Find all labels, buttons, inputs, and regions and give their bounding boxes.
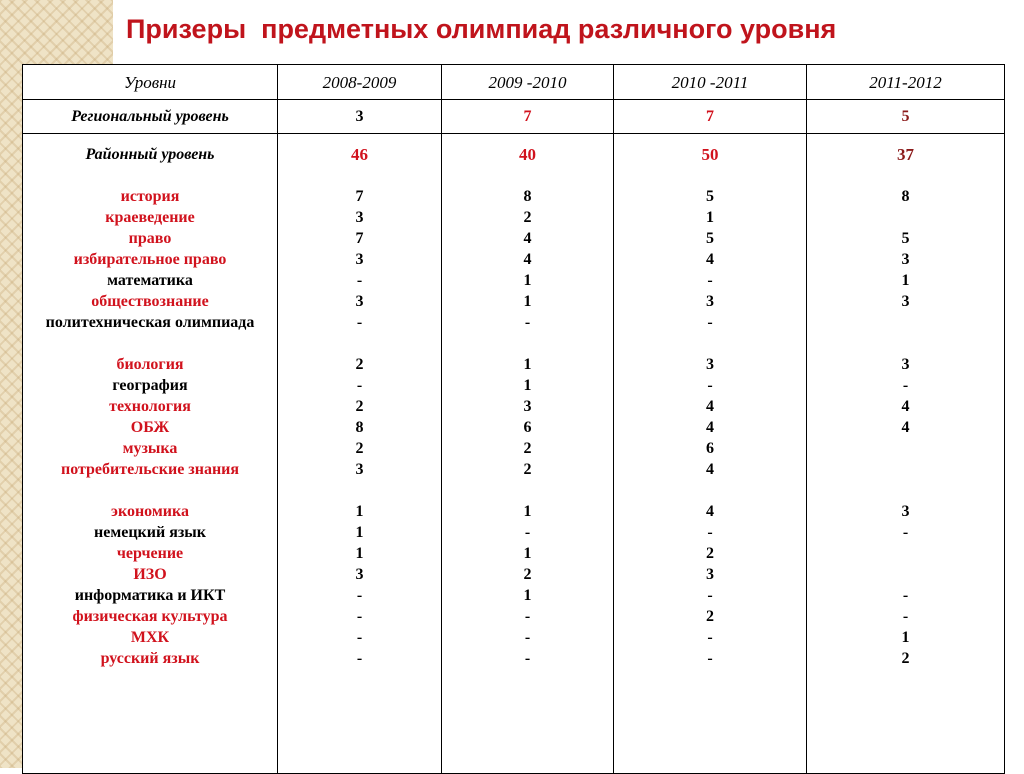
subject-name: математика xyxy=(107,272,193,289)
subject-name: информатика и ИКТ xyxy=(74,587,226,604)
subject-value: 5 xyxy=(706,188,714,205)
subject-value: 4 xyxy=(706,251,714,268)
header-year: 2008-2009 xyxy=(278,65,442,100)
subject-value: - xyxy=(902,608,909,625)
spacer xyxy=(807,165,1004,186)
subject-value: - xyxy=(707,650,713,667)
subject-value: 1 xyxy=(523,272,532,289)
subject-value: - xyxy=(356,272,363,289)
value-list xyxy=(614,186,806,669)
header-levels: Уровни xyxy=(23,65,278,100)
regional-row xyxy=(23,100,1005,134)
subject-value: 1 xyxy=(355,545,364,562)
subject-value: 6 xyxy=(706,440,714,457)
district-total: 37 xyxy=(897,145,914,164)
subject-value xyxy=(807,543,1004,564)
subject-value: - xyxy=(707,272,713,289)
subject-value: 2 xyxy=(706,608,714,625)
regional-value: 3 xyxy=(278,100,442,134)
spacer xyxy=(442,165,613,186)
subject-name: технология xyxy=(109,398,191,415)
subject-value: 8 xyxy=(901,188,910,205)
subject-value: 3 xyxy=(706,293,714,310)
subject-value: 5 xyxy=(901,230,910,247)
district-row xyxy=(23,134,1005,774)
subject-value: 3 xyxy=(355,566,364,583)
district-label: Районный уровень xyxy=(85,146,215,163)
subject-value: - xyxy=(524,629,531,646)
subject-value: - xyxy=(524,650,531,667)
header-year: 2010 -2011 xyxy=(614,65,807,100)
subject-value: - xyxy=(707,314,713,331)
subject-value: - xyxy=(707,587,713,604)
subject-value: 2 xyxy=(355,440,364,457)
subject-name: история xyxy=(120,188,180,205)
subject-value: 2 xyxy=(355,356,364,373)
subject-value: 3 xyxy=(901,251,910,268)
district-subjects-cell xyxy=(23,134,278,774)
subject-name: краеведение xyxy=(105,209,195,226)
subject-name: обществознание xyxy=(91,293,209,310)
subject-value xyxy=(807,207,1004,228)
value-list xyxy=(807,186,1004,669)
subject-value: 2 xyxy=(523,209,532,226)
subject-value: 7 xyxy=(355,188,364,205)
subject-value: - xyxy=(356,650,363,667)
regional-value: 7 xyxy=(442,100,614,134)
subject-value: 8 xyxy=(523,188,532,205)
subject-name: избирательное право xyxy=(73,251,227,268)
subject-name: ОБЖ xyxy=(130,419,170,436)
subject-value: 1 xyxy=(355,524,364,541)
subject-value: 1 xyxy=(523,503,532,520)
spacer xyxy=(614,165,806,186)
subject-value: 3 xyxy=(901,503,910,520)
subject-value xyxy=(807,438,1004,459)
subject-value: 6 xyxy=(523,419,532,436)
regional-value: 5 xyxy=(807,100,1005,134)
subject-value: 2 xyxy=(523,440,532,457)
subject-value: 3 xyxy=(355,461,364,478)
subject-value xyxy=(807,459,1004,501)
subject-name: география xyxy=(112,377,188,394)
district-col-2011 xyxy=(807,134,1005,774)
spacer xyxy=(23,165,277,186)
page-title: Призеры предметных олимпиад различного уровня xyxy=(126,14,837,44)
subject-value: 4 xyxy=(901,398,910,415)
subject-value: - xyxy=(707,524,713,541)
subject-value: 7 xyxy=(355,230,364,247)
subject-name: черчение xyxy=(116,545,184,562)
district-col-2010 xyxy=(614,134,807,774)
subject-value: 1 xyxy=(523,356,532,373)
subject-value: - xyxy=(524,608,531,625)
subject-value: - xyxy=(524,314,531,331)
subject-value: 5 xyxy=(706,230,714,247)
district-total: 40 xyxy=(519,145,536,164)
subject-value: 4 xyxy=(706,461,714,478)
header-year: 2011-2012 xyxy=(807,65,1005,100)
subject-value: 3 xyxy=(901,356,910,373)
subject-name: музыка xyxy=(122,440,178,457)
district-col-2009 xyxy=(442,134,614,774)
subject-value: 4 xyxy=(706,503,714,520)
subject-value xyxy=(807,564,1004,585)
subject-value: 4 xyxy=(523,230,532,247)
subject-value: - xyxy=(356,314,363,331)
subject-value: 1 xyxy=(355,503,364,520)
subject-name: МХК xyxy=(130,629,170,646)
subject-value: - xyxy=(356,629,363,646)
subject-value: 1 xyxy=(901,629,910,646)
subject-value xyxy=(807,312,1004,354)
subject-list xyxy=(23,186,277,669)
subject-value: 8 xyxy=(355,419,364,436)
subject-value: - xyxy=(524,524,531,541)
subject-name: немецкий язык xyxy=(94,524,206,541)
regional-value: 7 xyxy=(614,100,807,134)
subject-value: 1 xyxy=(523,377,532,394)
subject-value: - xyxy=(707,377,713,394)
subject-value: 4 xyxy=(706,398,714,415)
subject-value: 2 xyxy=(523,461,532,478)
subject-value: 3 xyxy=(901,293,910,310)
subject-value: 4 xyxy=(706,419,714,436)
subject-name: биология xyxy=(116,356,184,373)
subject-value: 4 xyxy=(523,251,532,268)
subject-value: 3 xyxy=(355,209,364,226)
district-col-2008 xyxy=(278,134,442,774)
header-year: 2009 -2010 xyxy=(442,65,614,100)
olympiad-table xyxy=(22,64,1005,774)
subject-value: 2 xyxy=(355,398,364,415)
subject-name: русский язык xyxy=(100,650,200,667)
subject-value: 2 xyxy=(706,545,714,562)
subject-value: 3 xyxy=(523,398,532,415)
subject-value: 3 xyxy=(355,251,364,268)
subject-value: 3 xyxy=(355,293,364,310)
subject-value: 3 xyxy=(706,566,714,583)
value-list xyxy=(442,186,613,669)
subject-value: 1 xyxy=(523,587,532,604)
spacer xyxy=(278,165,441,186)
subject-name: физическая культура xyxy=(72,608,228,625)
header-row xyxy=(23,65,1005,100)
subject-value: 2 xyxy=(901,650,910,667)
subject-name: ИЗО xyxy=(133,566,167,583)
district-total: 46 xyxy=(351,145,368,164)
subject-value: - xyxy=(902,587,909,604)
subject-name: право xyxy=(128,230,172,247)
subject-value: - xyxy=(356,377,363,394)
subject-name: потребительские знания xyxy=(60,461,240,478)
value-list xyxy=(278,186,441,669)
subject-value: 1 xyxy=(901,272,910,289)
regional-label: Региональный уровень xyxy=(23,100,278,134)
subject-value: 2 xyxy=(523,566,532,583)
subject-value: 3 xyxy=(706,356,714,373)
subject-value: - xyxy=(902,377,909,394)
subject-name: экономика xyxy=(111,503,189,520)
subject-value: 1 xyxy=(523,545,532,562)
subject-value: - xyxy=(902,524,909,541)
subject-value: 1 xyxy=(523,293,532,310)
subject-name: политехническая олимпиада xyxy=(45,314,255,331)
subject-value: 4 xyxy=(901,419,910,436)
district-total: 50 xyxy=(701,145,719,164)
subject-value: 1 xyxy=(706,209,714,226)
subject-value: - xyxy=(707,629,713,646)
subject-value: - xyxy=(356,608,363,625)
subject-value: - xyxy=(356,587,363,604)
